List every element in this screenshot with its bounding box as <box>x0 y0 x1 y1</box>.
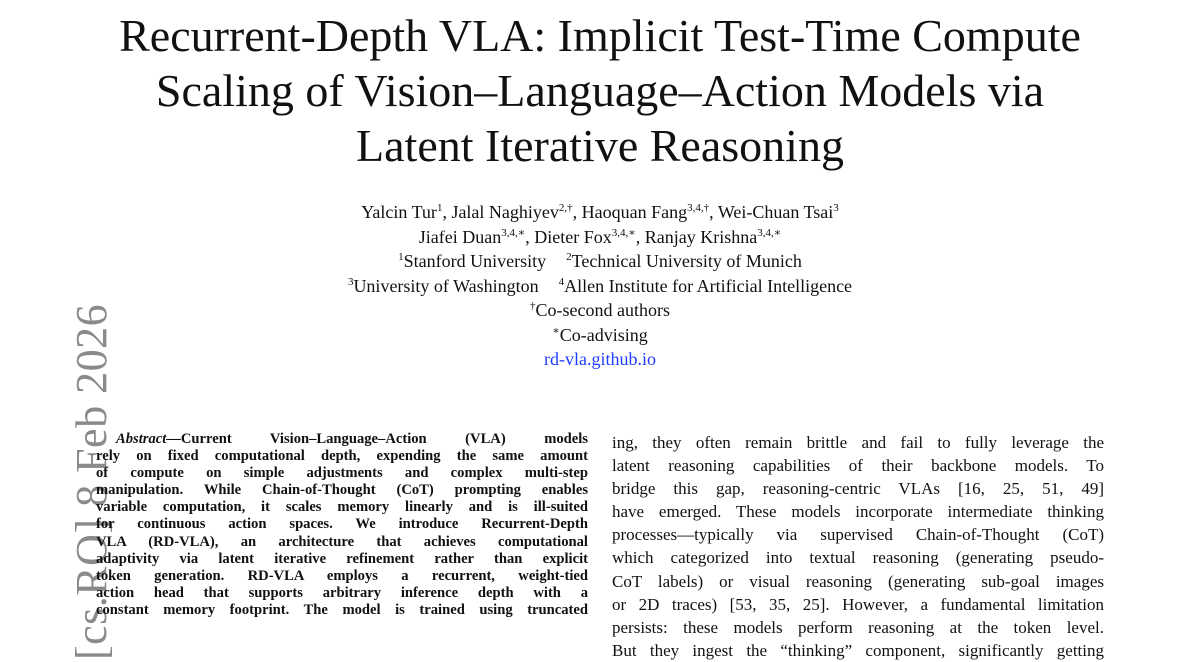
affiliation-marker: 2 <box>566 251 572 263</box>
abstract-line: VLA (RD-VLA), an architecture that achieves computational <box>96 533 588 550</box>
project-link-line <box>200 347 1000 372</box>
abstract-line: action head that supports arbitrary inference depth with a <box>96 584 588 601</box>
abstract-line: variable computation, it scales memory linearly and is ill-suited <box>96 499 588 516</box>
note-marker: † <box>530 300 536 312</box>
body-text <box>612 431 1104 662</box>
note-marker: ∗ <box>552 324 560 337</box>
affiliation-line <box>200 249 1000 274</box>
author-name: Dieter Fox <box>534 226 612 247</box>
author-separator: , <box>525 226 535 247</box>
author-name: Haoquan Fang <box>581 202 688 222</box>
body-line: processes—typically via supervised Chain-of-Thought (CoT) <box>612 525 1104 545</box>
title-line: Scaling of Vision–Language–Action Models via <box>155 65 1045 116</box>
author-affiliation-marker: 1 <box>436 202 443 214</box>
author-name: Yalcin Tur <box>361 202 437 222</box>
author-name: Ranjay Krishna <box>644 226 758 247</box>
author-separator: , <box>572 202 582 222</box>
author-separator: , <box>442 202 452 222</box>
abstract-label: Abstract <box>116 431 167 447</box>
author-line <box>200 200 1000 225</box>
paper-title <box>60 8 1140 173</box>
author-affiliation-marker: 3,4,∗ <box>501 226 526 239</box>
project-link[interactable]: rd-vla.github.io <box>544 349 656 369</box>
affiliation-stanford: Stanford University <box>403 251 547 271</box>
author-affiliation-marker: 3,4,∗ <box>611 226 636 239</box>
author-affiliation-marker: 3 <box>833 202 839 214</box>
affiliation-uw: University of Washington <box>353 275 539 296</box>
abstract <box>96 431 588 619</box>
author-block <box>200 200 1000 372</box>
body-line: or 2D traces) [53, 35, 25]. However, a fundamental limitation <box>612 594 1104 614</box>
affiliation-tum: Technical University of Munich <box>571 251 802 271</box>
body-line: CoT labels) or visual reasoning (generating sub-goal images <box>612 571 1104 591</box>
body-line: which categorized into textual reasoning (generating pseudo- <box>612 548 1104 568</box>
author-affiliation-marker: 3,4,† <box>687 202 710 214</box>
note-line <box>200 323 1000 348</box>
affiliation-marker: 1 <box>398 251 404 263</box>
body-line: ing, they often remain brittle and fail to fully leverage the <box>612 433 1104 452</box>
abstract-line: constant memory footprint. The model is trained using truncated <box>96 601 588 618</box>
abstract-text: —Current Vision–Language–Action (VLA) models <box>166 431 588 447</box>
author-name: Jalal Naghiyev <box>451 202 559 222</box>
author-separator: , <box>709 202 718 222</box>
title-line: Recurrent-Depth VLA: Implicit Test-Time Compute <box>119 10 1081 61</box>
affiliation-marker: 3 <box>347 275 354 288</box>
author-separator: , <box>635 226 645 247</box>
note-line <box>200 298 1000 323</box>
author-affiliation-marker: 3,4,∗ <box>757 226 782 239</box>
co-advising-note: Co-advising <box>559 324 648 345</box>
body-line: latent reasoning capabilities of their backbone models. To <box>612 456 1104 476</box>
author-name: Wei-Chuan Tsai <box>717 202 834 222</box>
affiliation-line <box>200 274 1000 299</box>
abstract-line <box>96 431 588 448</box>
abstract-line: rely on fixed computational depth, expending the same amount <box>96 448 588 465</box>
abstract-line: adaptivity via latent iterative refinement rather than explicit <box>96 550 588 567</box>
abstract-line: manipulation. While Chain-of-Thought (CoT) prompting enables <box>96 482 588 499</box>
body-line: persists: these models perform reasoning at the token level. <box>612 617 1104 637</box>
abstract-line: of compute on simple adjustments and complex multi-step <box>96 465 588 482</box>
author-name: Jiafei Duan <box>418 226 502 247</box>
body-line: have emerged. These models incorporate intermediate thinking <box>612 502 1104 522</box>
title-line: Latent Iterative Reasoning <box>356 120 844 171</box>
affiliation-ai2: Allen Institute for Artificial Intelligence <box>564 275 853 296</box>
author-line <box>200 225 1000 250</box>
co-second-note: Co-second authors <box>535 300 670 320</box>
arxiv-stamp: [cs.RO] 8 Feb 2026 <box>67 303 116 660</box>
body-line: But they ingest the “thinking” component, significantly getting <box>612 640 1104 660</box>
affiliation-marker: 4 <box>558 275 565 288</box>
abstract-line: token generation. RD-VLA employs a recurrent, weight-tied <box>96 567 588 584</box>
author-affiliation-marker: 2,† <box>558 202 573 214</box>
body-line: bridge this gap, reasoning-centric VLAs [16, 25, 51, 49] <box>612 479 1104 499</box>
abstract-line: for continuous action spaces. We introduce Recurrent-Depth <box>96 516 588 533</box>
